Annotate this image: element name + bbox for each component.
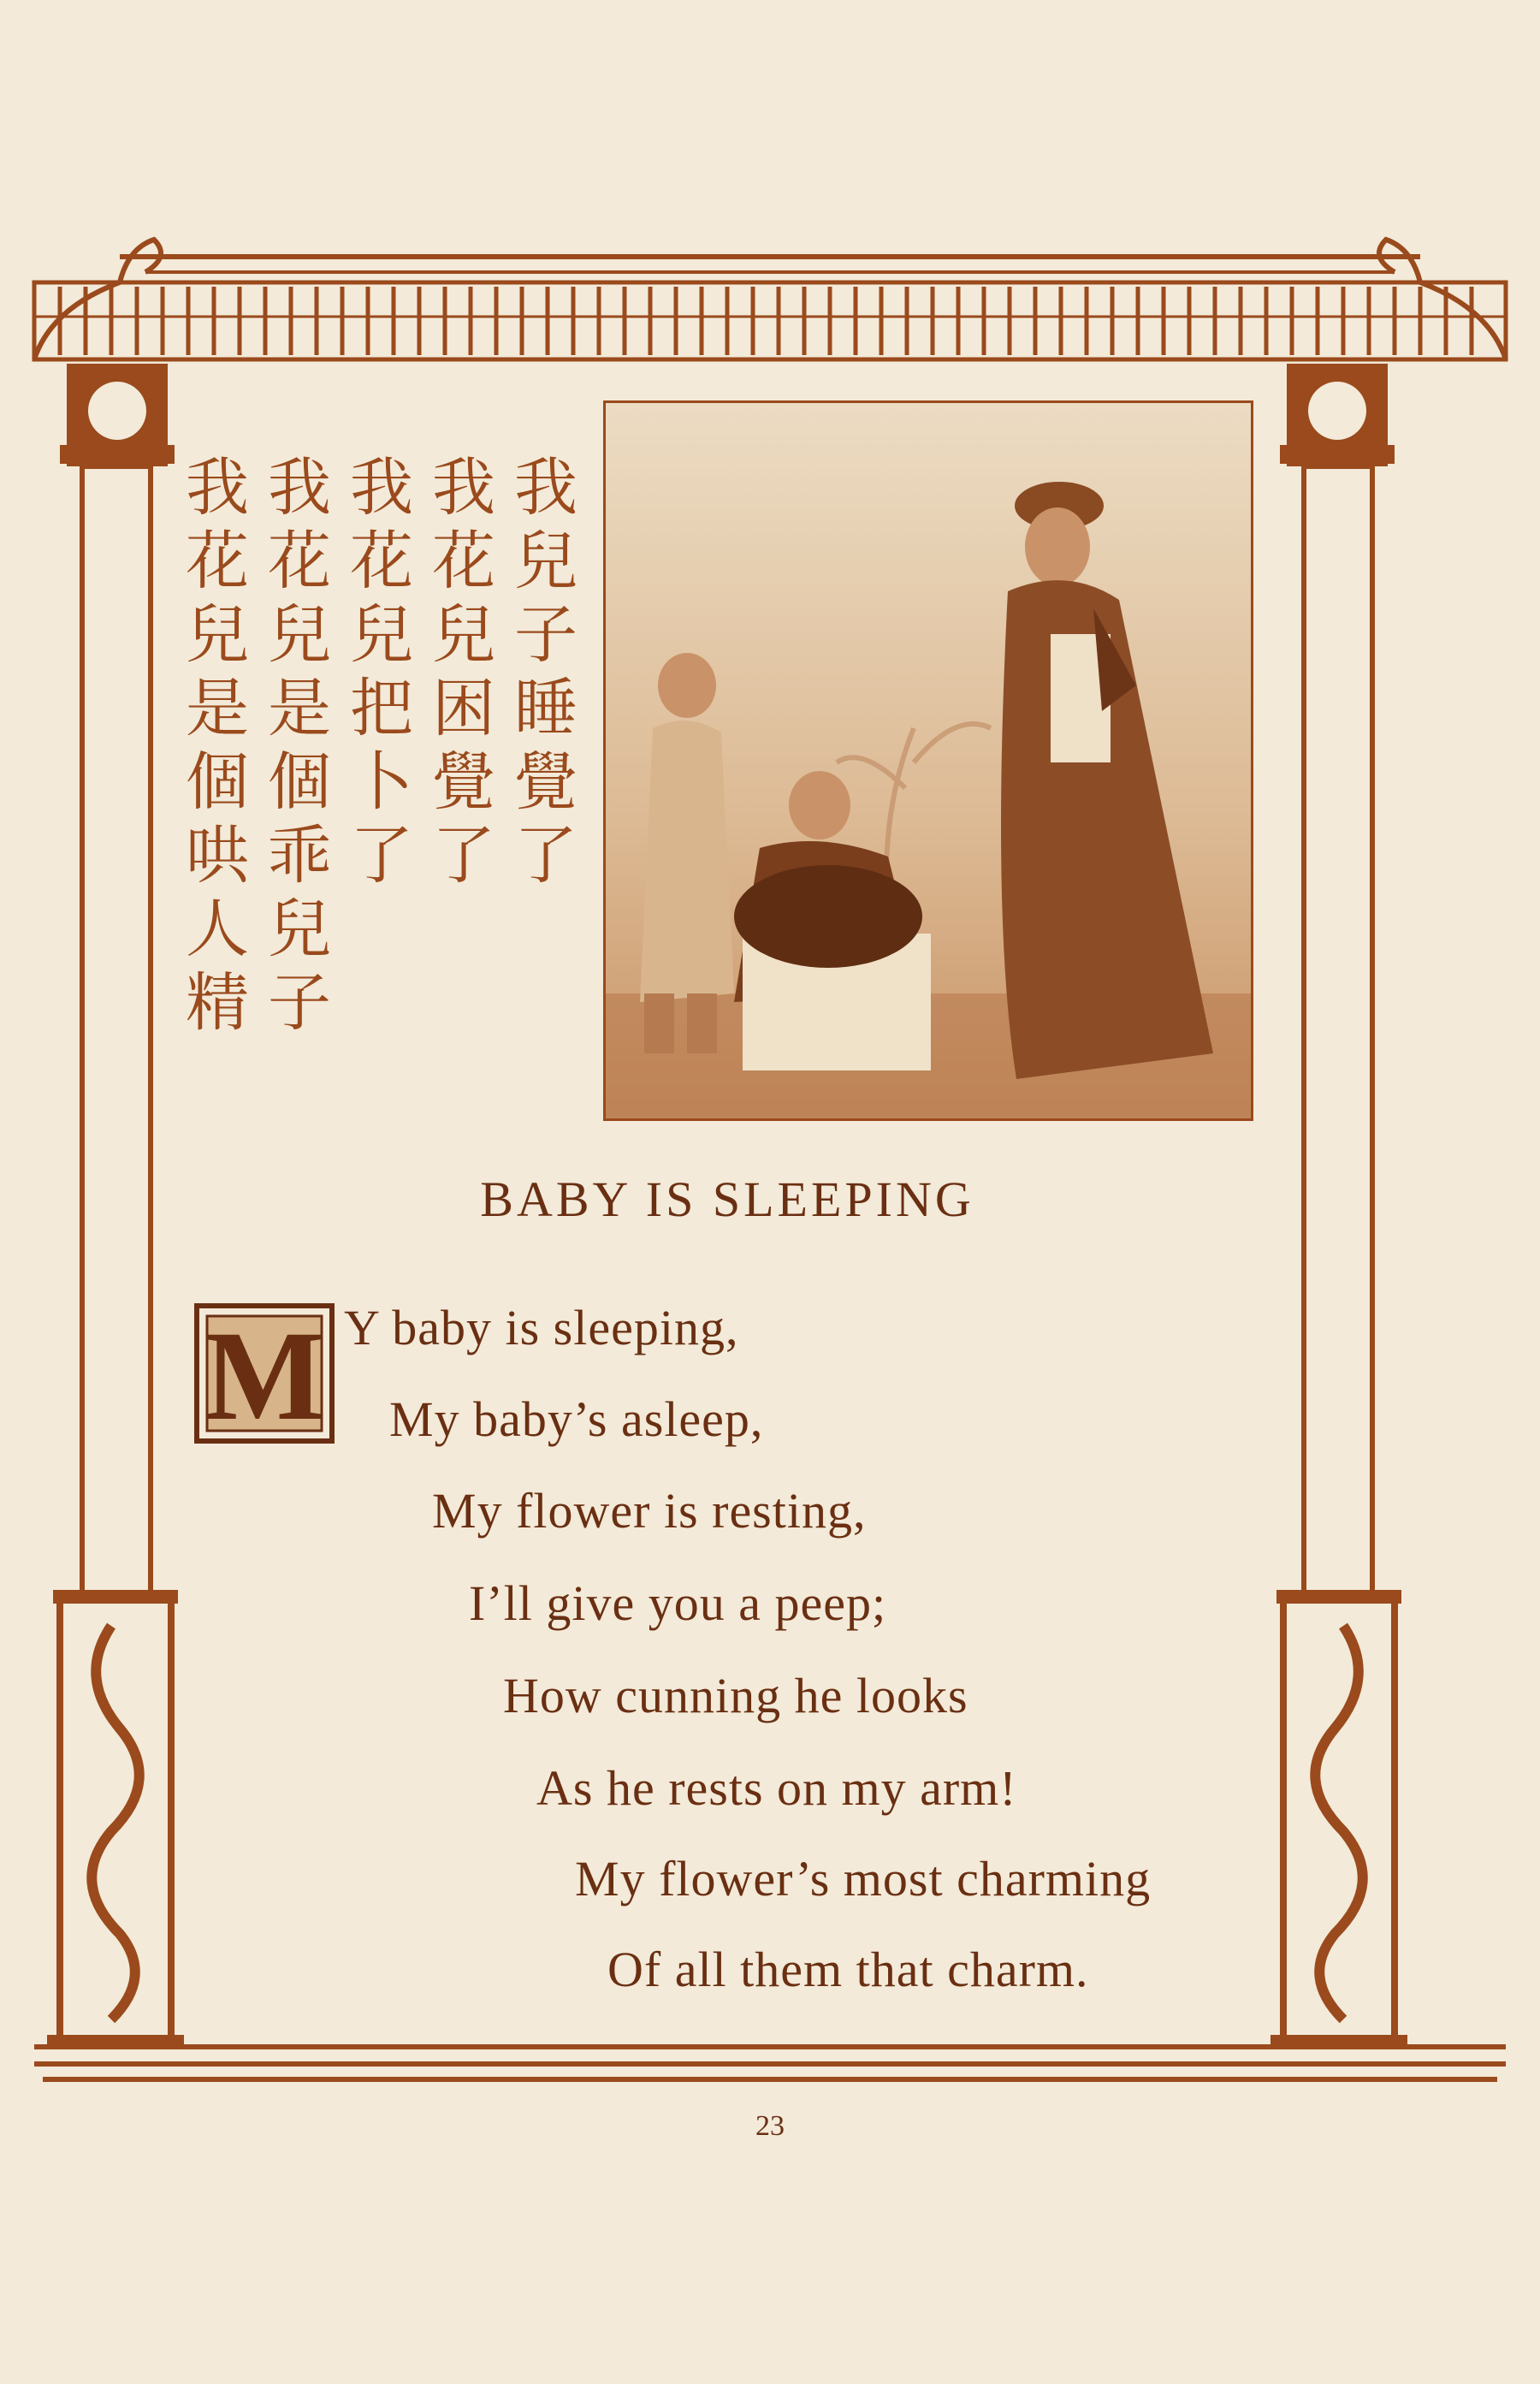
chinese-verse bbox=[175, 454, 582, 1104]
chinese-column-2: 我花兒困覺了 bbox=[422, 454, 495, 895]
pillar-right bbox=[1304, 466, 1372, 1596]
drop-cap-letter: M bbox=[204, 1305, 325, 1444]
chinese-column-1: 我兒子睡覺了 bbox=[504, 454, 578, 895]
poem-title: BABY IS SLEEPING bbox=[480, 1171, 974, 1227]
chinese-column-3: 我花兒把卜了 bbox=[340, 454, 413, 895]
page-number: 23 bbox=[755, 2110, 785, 2142]
poem-line-8: Of all them that charm. bbox=[607, 1942, 1089, 1997]
poem-line-4: I’ll give you a peep; bbox=[469, 1575, 887, 1631]
frame-base bbox=[34, 2047, 1506, 2079]
poem-line-2: My baby’s asleep, bbox=[389, 1391, 764, 1447]
dragon-panel-left-icon bbox=[60, 1596, 171, 2041]
poem-line-3: My flower is resting, bbox=[432, 1483, 867, 1539]
poem-line-6: As he rests on my arm! bbox=[536, 1760, 1017, 1816]
poem-line-7: My flower’s most charming bbox=[575, 1851, 1152, 1907]
poem-line-5: How cunning he looks bbox=[503, 1668, 968, 1723]
dragon-panel-right-icon bbox=[1283, 1596, 1395, 2041]
family-photograph bbox=[603, 400, 1253, 1121]
chinese-column-5: 我花兒是個哄人精 bbox=[175, 454, 249, 1042]
chinese-column-4: 我花兒是個乖兒子 bbox=[258, 454, 331, 1042]
pillar-left bbox=[82, 466, 151, 1596]
poem-line-1: Y baby is sleeping, bbox=[344, 1300, 739, 1355]
drop-cap-initial bbox=[193, 1302, 335, 1444]
